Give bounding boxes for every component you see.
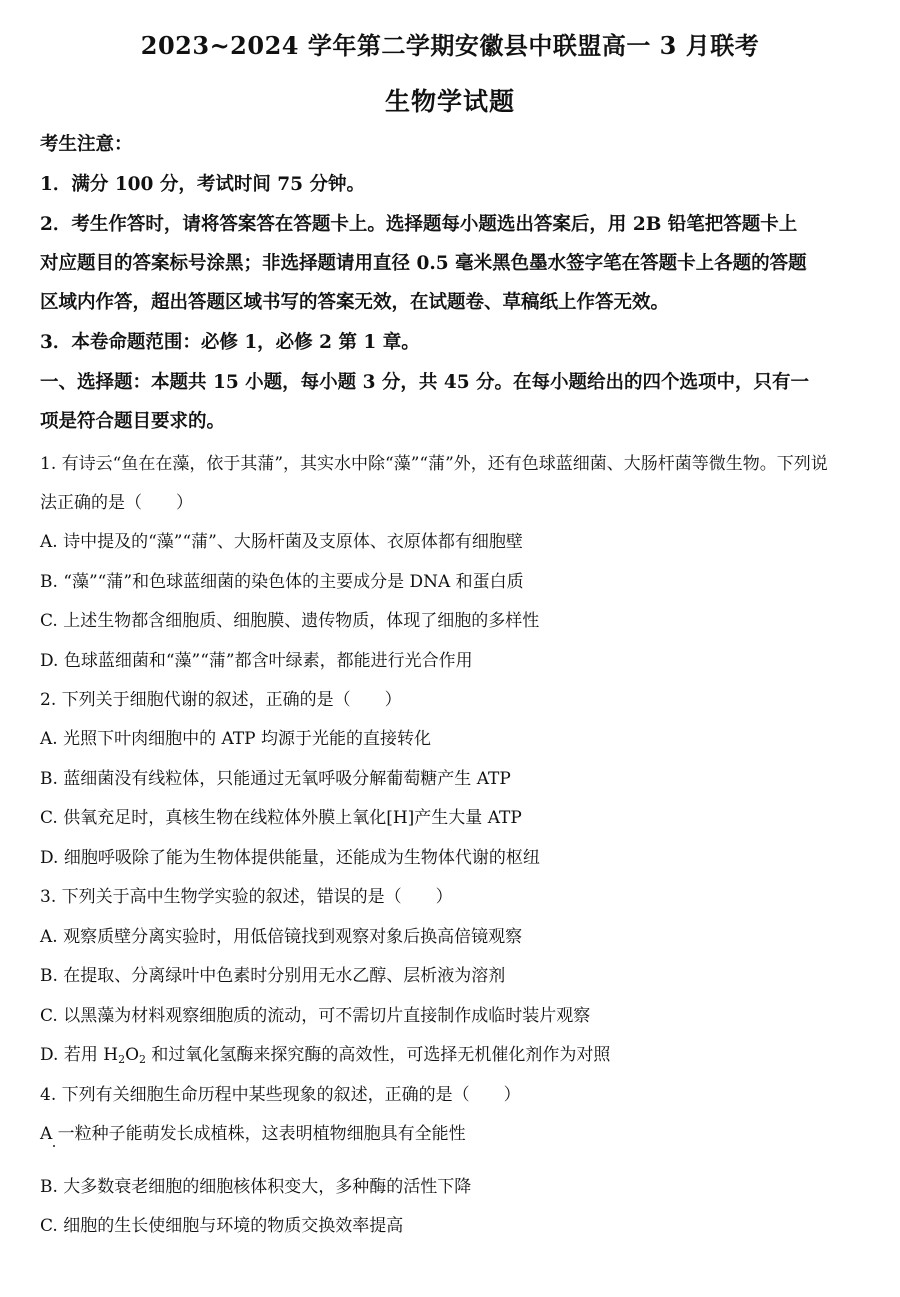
question-1-option-b: B. “藻”“蒲”和色球蓝细菌的染色体的主要成分是 DNA 和蛋白质 bbox=[40, 572, 524, 592]
notice-item-2-cont: 对应题目的答案标号涂黑；非选择题请用直径 0.5 毫米黑色墨水签字笔在答题卡上各题的答题 bbox=[40, 253, 807, 274]
question-4-stem: 4. 下列有关细胞生命历程中某些现象的叙述，正确的是（ ） bbox=[40, 1085, 521, 1105]
notice-item-2-cont2: 区域内作答，超出答题区域书写的答案无效，在试题卷、草稿纸上作答无效。 bbox=[40, 292, 670, 313]
question-1-option-c: C. 上述生物都含细胞质、细胞膜、遗传物质，体现了细胞的多样性 bbox=[40, 611, 540, 631]
question-4-option-a: A 一粒种子能萌发长成植株，这表明植物细胞具有全能性 bbox=[40, 1124, 466, 1144]
question-1-stem: 1. 有诗云“鱼在在藻，依于其蒲”，其实水中除“藻”“蒲”外，还有色球蓝细菌、大肠杆菌等微生物。下列说 bbox=[40, 454, 828, 474]
question-3-option-d bbox=[40, 1040, 610, 1066]
notice-item-2: 2．考生作答时，请将答案答在答题卡上。选择题每小题选出答案后，用 2B 铅笔把答题卡上 bbox=[40, 214, 798, 235]
exam-subtitle: 生物学试题 bbox=[384, 87, 515, 116]
notice-heading: 考生注意： bbox=[40, 134, 133, 155]
question-1-option-a: A. 诗中提及的“藻”“蒲”、大肠杆菌及支原体、衣原体都有细胞壁 bbox=[40, 532, 523, 552]
question-2-option-d: D. 细胞呼吸除了能为生物体提供能量，还能成为生物体代谢的枢纽 bbox=[40, 848, 540, 868]
notice-item-1: 1．满分 100 分，考试时间 75 分钟。 bbox=[40, 174, 365, 195]
question-1-stem-cont: 法正确的是（ ） bbox=[40, 493, 193, 513]
q3d-mid: O bbox=[125, 1045, 139, 1065]
question-4-option-b: B. 大多数衰老细胞的细胞核体积变大，多种酶的活性下降 bbox=[40, 1177, 472, 1197]
question-2-stem: 2. 下列关于细胞代谢的叙述，正确的是（ ） bbox=[40, 690, 402, 710]
question-2-option-a: A. 光照下叶肉细胞中的 ATP 均源于光能的直接转化 bbox=[40, 729, 432, 749]
question-3-option-c: C. 以黑藻为材料观察细胞质的流动，可不需切片直接制作成临时装片观察 bbox=[40, 1006, 591, 1026]
exam-title: 2023~2024 学年第二学期安徽县中联盟高一 3 月联考 bbox=[140, 31, 760, 60]
notice-item-3: 3．本卷命题范围：必修 1，必修 2 第 1 章。 bbox=[40, 332, 420, 353]
q3d-subscript-1: 2 bbox=[118, 1053, 126, 1066]
q3d-suffix: 和过氧化氢酶来探究酶的高效性，可选择无机催化剂作为对照 bbox=[146, 1045, 611, 1065]
section-heading-cont: 项是符合题目要求的。 bbox=[40, 411, 226, 432]
stray-dot bbox=[53, 1145, 55, 1147]
section-heading: 一、选择题：本题共 15 小题，每小题 3 分，共 45 分。在每小题给出的四个选项中，只有一 bbox=[40, 372, 810, 393]
question-3-option-a: A. 观察质壁分离实验时，用低倍镜找到观察对象后换高倍镜观察 bbox=[40, 927, 523, 947]
q3d-prefix: D. 若用 H bbox=[40, 1045, 119, 1065]
question-3-stem: 3. 下列关于高中生物学实验的叙述，错误的是（ ） bbox=[40, 887, 453, 907]
question-2-option-c: C. 供氧充足时，真核生物在线粒体外膜上氧化[H]产生大量 ATP bbox=[40, 808, 522, 828]
question-4-option-c: C. 细胞的生长使细胞与环境的物质交换效率提高 bbox=[40, 1216, 404, 1236]
question-2-option-b: B. 蓝细菌没有线粒体，只能通过无氧呼吸分解葡萄糖产生 ATP bbox=[40, 769, 511, 789]
question-3-option-b: B. 在提取、分离绿叶中色素时分别用无水乙醇、层析液为溶剂 bbox=[40, 966, 506, 986]
q3d-subscript-2: 2 bbox=[139, 1053, 146, 1066]
question-1-option-d: D. 色球蓝细菌和“藻”“蒲”都含叶绿素，都能进行光合作用 bbox=[40, 651, 473, 671]
